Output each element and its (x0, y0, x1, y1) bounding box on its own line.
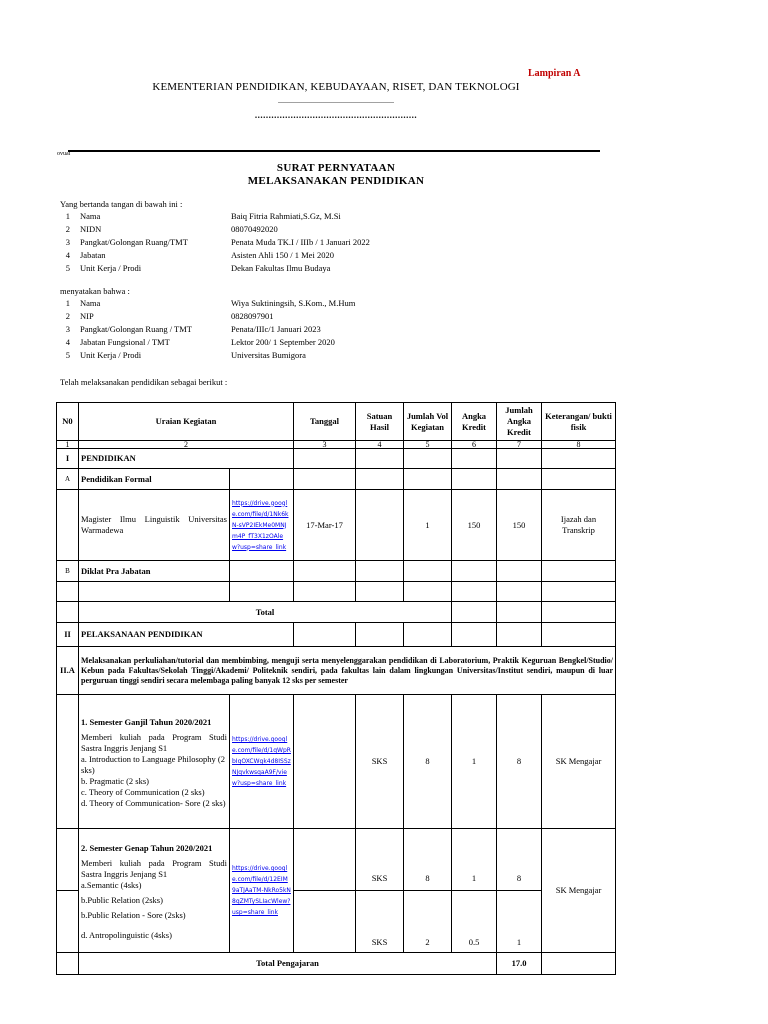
semester-2-title: 2. Semester Genap Tahun 2020/2021 (81, 842, 213, 853)
col-number: 3 (294, 441, 356, 449)
row-number: 3 (65, 237, 70, 247)
subsection-row (57, 561, 616, 582)
row-value: Universitas Bumigora (231, 350, 306, 360)
col-number: 8 (542, 441, 616, 449)
row-number: 4 (65, 337, 70, 347)
col-number: 4 (356, 441, 404, 449)
semester-2-activity (79, 829, 230, 953)
course-item: c. Theory of Communication (2 sks) (81, 786, 205, 797)
header-dots-line-1: .......................................................... (278, 96, 394, 105)
section-number: I (57, 449, 79, 469)
row-value: Penata Muda TK.I / IIIb / 1 Januari 2022 (231, 237, 370, 247)
col-number: 6 (452, 441, 497, 449)
row-number: 5 (65, 350, 70, 360)
header-dots-line-2: ........................................................... (254, 110, 418, 120)
semester-1-intro: Memberi kuliah pada Program Studi Sastra Inggris Jenjang S1 (81, 731, 227, 753)
lampiran-label: Lampiran A (528, 68, 581, 79)
subsection-title: Diklat Pra Jabatan (79, 561, 230, 582)
subsection-letter: B (57, 561, 79, 582)
course-item: b.Public Relation - Sore (2sks) (81, 909, 186, 920)
semester-1-angka-kredit: 1 (452, 695, 497, 829)
row-field: Unit Kerja / Prodi (80, 263, 142, 273)
document-title: SURAT PERNYATAAN (276, 162, 396, 174)
semester-2-jumlah-ak: 8 (497, 829, 542, 891)
semester-2-keterangan: SK Mengajar (542, 829, 616, 953)
header-angka-kredit: Angka Kredit (452, 403, 497, 441)
total-pengajaran-row (57, 953, 616, 975)
semester-1-volume: 8 (404, 695, 452, 829)
header-satuan: Satuan Hasil (356, 403, 404, 441)
formal-evidence-link[interactable]: https://drive.google.com/file/d/1Nk6kN-sVP2IEkMe0MNJm4P_fT3X1zOAle w?usp=share_link (230, 490, 294, 561)
total-row (57, 602, 616, 623)
row-value: Wiya Suktiningsih, S.Kom., M.Hum (231, 298, 356, 308)
row-value: Lektor 200/ 1 September 2020 (231, 337, 335, 347)
col-number: 7 (497, 441, 542, 449)
formal-date: 17-Mar-17 (294, 490, 356, 561)
section-title: PELAKSANAAN PENDIDIKAN (79, 623, 294, 647)
semester-2-intro: Memberi kuliah pada Program Studi Sastra Inggris Jenjang S1 (81, 857, 227, 879)
col-number: 1 (57, 441, 79, 449)
row-number: 1 (65, 298, 70, 308)
subject-intro: menyatakan bahwa : (60, 286, 130, 296)
course-item: a. Introduction to Language Philosophy (2 sks) (81, 753, 226, 775)
subsection-letter: A (57, 469, 79, 490)
total-pengajaran-value: 17.0 (497, 953, 542, 975)
row-number: 3 (65, 324, 70, 334)
subsection-row (57, 469, 616, 490)
course-item: b. Pragmatic (2 sks) (81, 775, 149, 786)
header-tanggal: Tanggal (294, 403, 356, 441)
row-field: NIDN (80, 224, 102, 234)
section-row (57, 623, 616, 647)
iia-description: Melaksanakan perkuliahan/tutorial dan membimbing, menguji serta menyelenggarakan pendidikan di Laboratorium, Praktik Keguruan Bengkel/Studio/ Kebun pada Fakultas/Sekolah Tinggi/Akademi/ Politeknik sendiri, pada fakultas lain dalam lingkungan Universitas/Institut sendiri, maupun di luar perguruan tinggi sendiri secara melembaga paling banyak 12 sks per semester (79, 647, 616, 695)
row-number: 2 (65, 311, 70, 321)
tiny-mark: ovuai (57, 151, 71, 157)
semester-1-evidence-link[interactable]: https://drive.google.com/file/d/1qWpRbIqOXCWgk4d8ISSzNJqvkwsqaA9F/view?usp=share_link (230, 695, 294, 829)
row-value: Dekan Fakultas Ilmu Budaya (231, 263, 331, 273)
subsection-title: Pendidikan Formal (79, 469, 230, 490)
iia-number: II.A (57, 647, 79, 695)
row-value: 08070492020 (231, 224, 278, 234)
empty-row (57, 582, 616, 602)
total-pengajaran-label: Total Pengajaran (79, 953, 497, 975)
semester-2b-volume: 2 (404, 891, 452, 953)
semester-1-satuan: SKS (356, 695, 404, 829)
formal-angka-kredit: 150 (452, 490, 497, 561)
row-value: 0828097901 (231, 311, 274, 321)
semester-2-evidence-link[interactable]: https://drive.google.com/file/d/12EIM9aTJAaTM-NkRo5kN8qZMTySLIacWlew?usp=share_link (230, 829, 294, 953)
row-value: Baiq Fitria Rahmiati,S.Gz, M.Si (231, 211, 341, 221)
formal-description: Magister Ilmu Linguistik Universitas Warmadewa (79, 490, 230, 561)
col-number: 5 (404, 441, 452, 449)
row-field: Jabatan Fungsional / TMT (80, 337, 170, 347)
row-number: 1 (65, 211, 70, 221)
header-jumlah-ak: Jumlah Angka Kredit (497, 403, 542, 441)
semester-2b-jumlah-ak: 1 (497, 891, 542, 953)
semester-1-jumlah-ak: 8 (497, 695, 542, 829)
course-item: a.Semantic (4sks) (81, 879, 142, 890)
document-subtitle: MELAKSANAKAN PENDIDIKAN (247, 175, 425, 187)
formal-education-row (57, 490, 616, 561)
semester-1-activity (79, 695, 230, 829)
formal-keterangan: Ijazah dan Transkrip (542, 490, 616, 561)
header-volume: Jumlah Vol Kegiatan (404, 403, 452, 441)
course-item: d. Antropolinguistic (4sks) (81, 929, 172, 940)
row-value: Penata/IIIc/1 Januari 2023 (231, 324, 321, 334)
col-number: 2 (79, 441, 294, 449)
column-number-row (57, 441, 616, 449)
semester-row (57, 829, 616, 891)
semester-2-volume: 8 (404, 829, 452, 891)
course-item: b.Public Relation (2sks) (81, 894, 163, 905)
header-uraian: Uraian Kegiatan (79, 403, 294, 441)
semester-2-satuan: SKS (356, 829, 404, 891)
row-number: 4 (65, 250, 70, 260)
section-row (57, 449, 616, 469)
row-field: NIP (80, 311, 94, 321)
header-divider (68, 150, 600, 152)
row-field: Unit Kerja / Prodi (80, 350, 142, 360)
row-field: Nama (80, 298, 101, 308)
course-item: d. Theory of Communication- Sore (2 sks) (81, 797, 226, 808)
header-no: N0 (57, 403, 79, 441)
semester-2b-satuan: SKS (356, 891, 404, 953)
row-number: 2 (65, 224, 70, 234)
semester-2b-angka-kredit: 0.5 (452, 891, 497, 953)
activity-table (56, 402, 616, 975)
formal-volume: 1 (404, 490, 452, 561)
row-value: Asisten Ahli 150 / 1 Mei 2020 (231, 250, 334, 260)
formal-jumlah-ak: 150 (497, 490, 542, 561)
header-keterangan: Keterangan/ bukti fisik (542, 403, 616, 441)
semester-1-title: 1. Semester Ganjil Tahun 2020/2021 (81, 716, 212, 727)
semester-row (57, 695, 616, 829)
semester-2-angka-kredit: 1 (452, 829, 497, 891)
section-title: PENDIDIKAN (79, 449, 294, 469)
ministry-heading: KEMENTERIAN PENDIDIKAN, KEBUDAYAAN, RISET, DAN TEKNOLOGI (152, 81, 520, 93)
statement-text: Telah melaksanakan pendidikan sebagai berikut : (60, 377, 228, 387)
row-field: Nama (80, 211, 101, 221)
row-field: Pangkat/Golongan Ruang/TMT (80, 237, 188, 247)
iia-row (57, 647, 616, 695)
semester-1-keterangan: SK Mengajar (542, 695, 616, 829)
total-label: Total (79, 602, 452, 623)
row-field: Jabatan (80, 250, 106, 260)
section-number: II (57, 623, 79, 647)
table-header-row (57, 403, 616, 441)
signer-intro: Yang bertanda tangan di bawah ini : (60, 199, 183, 209)
row-field: Pangkat/Golongan Ruang / TMT (80, 324, 192, 334)
row-number: 5 (65, 263, 70, 273)
